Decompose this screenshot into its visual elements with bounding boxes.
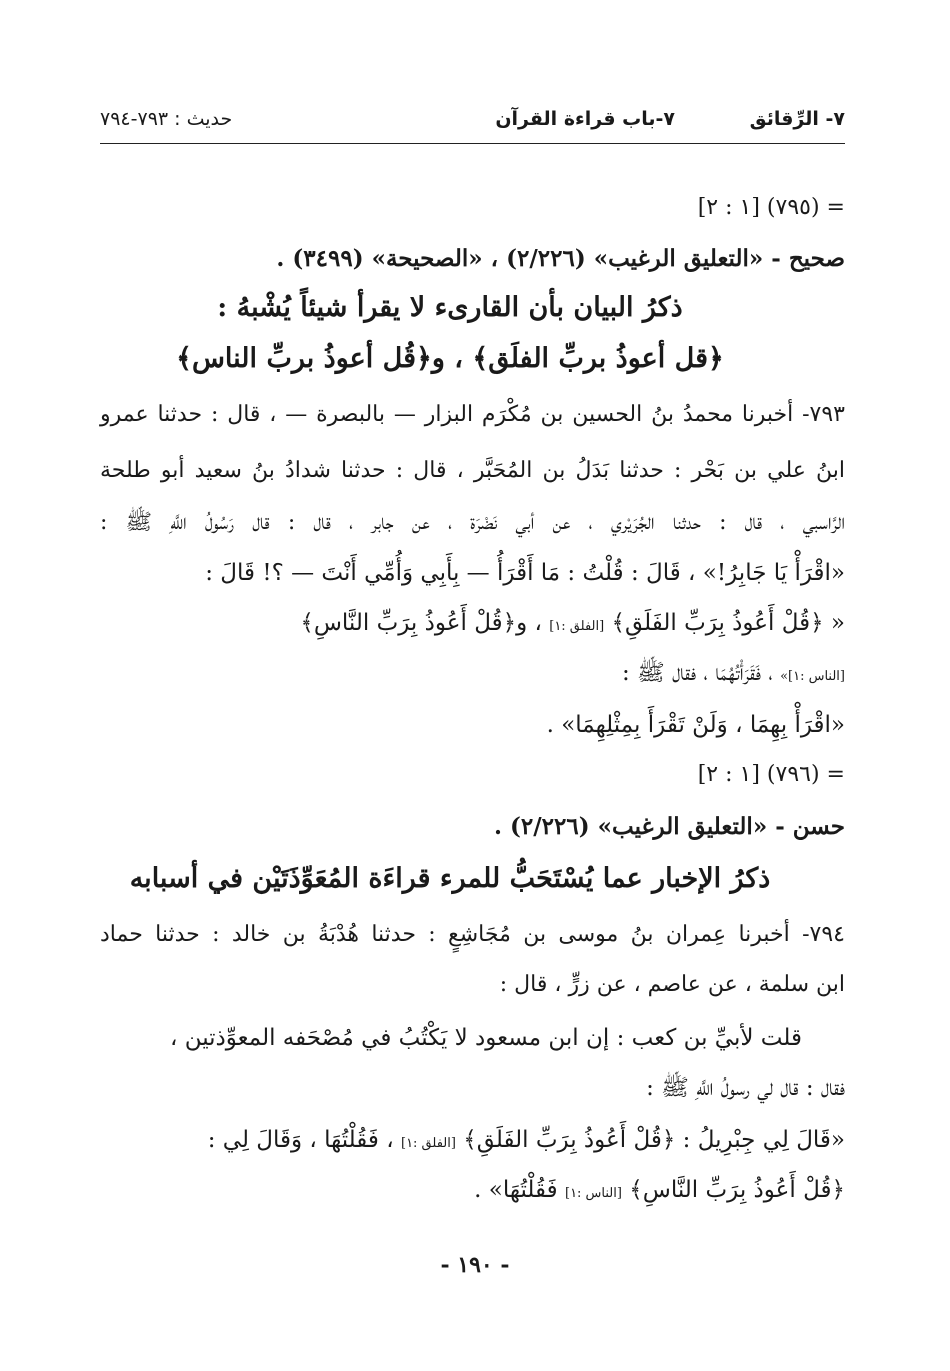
verse-ref-nas-2: [الناس :١] xyxy=(564,1186,622,1201)
hadith-794-line-2: ابن سلمة ، عن عاصم ، عن زرٍّ ، قال : xyxy=(499,972,845,997)
grade-line-1: صحيح - «التعليق الرغيب» (٢/٢٢٦) ، «الصحيحة» (٣٤٩٩) . xyxy=(276,245,845,272)
hadith-794-line-4: فقال : قال لي رسولُ اللَّهِ ﷺ : xyxy=(646,1075,845,1101)
header-rule xyxy=(100,143,845,144)
hadith-793-line-6-text: ، فَقَرَأْتُهُمَا ، فقال ﷺ : xyxy=(621,660,773,686)
hadith-793-line-5 xyxy=(100,610,845,638)
grade-line-2: حسن - «التعليق الرغيب» (٢/٢٢٦) . xyxy=(494,813,845,840)
hadith-793-line-4: «اقْرَأْ يَا جَابِرُ!» ، قَالَ : قُلْتُ : مَا أَقْرَأُ — بِأَبِي وَأُمِّي أَنْتَ — ؟! قَالَ : xyxy=(205,560,845,586)
verse-ref-falaq-2: [الفلق :١] xyxy=(400,1136,456,1151)
reference-796: = (٧٩٦) [١ : ٢] xyxy=(697,762,845,787)
quran-verse-nas: ، و﴿قُلْ أَعُوذُ بِرَبِّ النَّاسِ﴾ xyxy=(300,610,542,636)
gabriel-verse-nas: ﴿قُلْ أَعُوذُ بِرَبِّ النَّاسِ﴾ xyxy=(629,1177,845,1203)
chapter-heading-2: ذكرُ الإخبار عما يُسْتَحَبُّ للمرء قراءَة المُعَوِّذَتَيْن في أسبابه xyxy=(129,863,771,894)
quran-verse-falaq: « ﴿قُلْ أَعُوذُ بِرَبِّ الفَلَقِ﴾ xyxy=(611,610,845,636)
page-header xyxy=(100,108,845,138)
hadith-793-line-1: ٧٩٣- أخبرنا محمدُ بنُ الحسين بن مُكْرَم البزار — بالبصرة — ، قال : حدثنا عمرو xyxy=(100,402,845,427)
page-number: - ١٩٠ - xyxy=(440,1252,510,1278)
chapter-title: ٧- الرِّقائق xyxy=(749,108,845,130)
hadith-794-line-6 xyxy=(100,1177,845,1205)
hadith-793-line-3: الرَّاسبي ، قال : حدثنا الجُرَيْري ، عن أبي نَضْرَة ، عن جابر ، قال : قال رَسُولُ اللَّهِ ﷺ : xyxy=(100,510,845,535)
hadith-794-line-5-tail: ، فَقُلْتُهَا ، وَقَالَ لِي : xyxy=(207,1127,394,1153)
hadith-793-line-7: «اقْرَأْ بِهِمَا ، وَلَنْ تَقْرَأَ بِمِثْلِهِمَا» . xyxy=(546,712,845,738)
chapter-heading-1b: ﴿قل أعوذُ بربِّ الفلَق﴾ ، و﴿قُل أعوذُ بربِّ الناس﴾ xyxy=(176,343,724,374)
chapter-heading-1a: ذكرُ البيان بأن القارىء لا يقرأ شيئاً يُشْبهُ : xyxy=(217,292,683,323)
verse-ref-falaq: [الفلق :١] xyxy=(549,619,605,634)
verse-ref-nas: [الناس :١]» xyxy=(780,669,845,684)
hadith-793-line-6 xyxy=(100,660,845,688)
hadith-794-line-1: ٧٩٤- أخبرنا عِمران بنُ موسى بن مُجَاشِعٍ : حدثنا هُدْبَةُ بن خالد : حدثنا حماد xyxy=(100,922,845,947)
reference-795: = (٧٩٥) [١ : ٢] xyxy=(697,195,845,220)
hadith-794-line-3: قلت لأبيِّ بن كعب : إن ابن مسعود لا يَكْتُبُ في مُصْحَفه المعوِّذتين ، xyxy=(169,1025,802,1051)
gabriel-verse-falaq: «قَالَ لِي جِبْرِيلُ : ﴿قُلْ أَعُوذُ بِرَبِّ الفَلَقِ﴾ xyxy=(463,1127,845,1153)
hadith-793-line-2: ابنُ علي بن بَحْر : حدثنا بَدَلُ بن المُحَبَّر ، قال : حدثنا شدادُ بنُ سعيد أبو طلحة xyxy=(100,458,845,483)
hadith-794-line-5 xyxy=(100,1127,845,1155)
hadith-range: حديث : ٧٩٣-٧٩٤ xyxy=(100,108,233,130)
section-title: ٧-باب قراءة القرآن xyxy=(495,108,675,130)
hadith-794-line-6-tail: فَقُلْتُهَا» . xyxy=(474,1177,558,1203)
